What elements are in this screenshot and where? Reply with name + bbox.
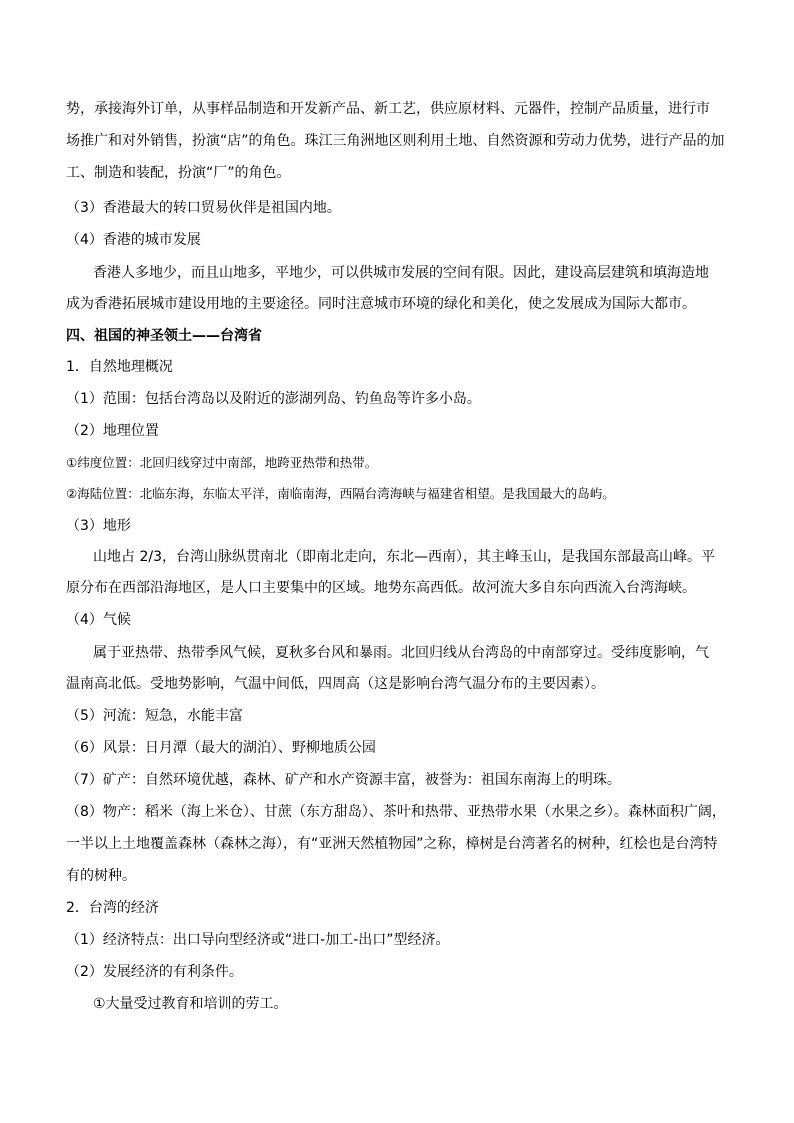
subheading: 2．台湾的经济 (66, 900, 159, 916)
paragraph-line: 一半以上土地覆盖森林（森林之海），有“亚洲天然植物园”之称，樟树是台湾著名的树种，红桧也是台湾特 (66, 836, 718, 852)
list-item: （5）河流：短急，水能丰富 (66, 708, 243, 724)
paragraph-line: 原分布在西部沿海地区，是人口主要集中的区域。地势东高西低。故河流大多自东向西流入台湾海峡。 (66, 580, 696, 596)
paragraph-line: 成为香港拓展城市建设用地的主要途径。同时注意城市环境的绿化和美化，使之发展成为国际大都市。 (66, 296, 696, 312)
list-item: （1）经济特点：出口导向型经济或“进口-加工-出口”型经济。 (66, 932, 450, 948)
paragraph-line: 属于亚热带、热带季风气候，夏秋多台风和暴雨。北回归线从台湾岛的中南部穿过。受纬度影响，气 (93, 645, 709, 661)
subheading: 1．自然地理概况 (66, 359, 173, 375)
list-item: ②海陆位置：北临东海，东临太平洋，南临南海，西隔台湾海峡与福建省相望。是我国最大的岛屿。 (66, 486, 615, 501)
list-item: （7）矿产：自然环境优越，森林、矿产和水产资源丰富，被誉为：祖国东南海上的明珠。 (66, 772, 621, 788)
section-heading: 四、祖国的神圣领土——台湾省 (66, 328, 262, 344)
paragraph-line: 场推广和对外销售，扮演“店”的角色。珠江三角洲地区则利用土地、自然资源和劳动力优势，进行产品的加 (66, 133, 725, 149)
paragraph-line: 工、制造和装配，扮演“厂”的角色。 (66, 165, 291, 181)
list-item: （4）气候 (66, 612, 131, 628)
paragraph-line: 有的树种。 (66, 868, 136, 884)
list-item: （8）物产：稻米（海上米仓）、甘蔗（东方甜岛）、茶叶和热带、亚热带水果（水果之乡）。森林面积广阔， (66, 804, 726, 820)
list-item: （2）地理位置 (66, 423, 159, 439)
list-item: （6）风景：日月潭（最大的湖泊）、野柳地质公园 (66, 740, 376, 756)
list-item: （1）范围：包括台湾岛以及附近的澎湖列岛、钓鱼岛等许多小岛。 (66, 391, 481, 407)
paragraph-line: 势，承接海外订单，从事样品制造和开发新产品、新工艺，供应原材料、元器件，控制产品质量，进行市 (66, 101, 710, 117)
paragraph-line: 山地占 2/3，台湾山脉纵贯南北（即南北走向，东北—西南），其主峰玉山，是我国东部最高山峰。平 (93, 549, 715, 565)
paragraph-line: 香港人多地少，而且山地多，平地少，可以供城市发展的空间有限。因此，建设高层建筑和填海造地 (93, 265, 709, 281)
list-item: ①大量受过教育和培训的劳工。 (93, 996, 288, 1012)
list-item: （3）香港最大的转口贸易伙伴是祖国内地。 (66, 200, 341, 216)
list-item: ①纬度位置：北回归线穿过中南部，地跨亚热带和热带。 (66, 455, 378, 470)
list-item: （3）地形 (66, 518, 131, 534)
list-item: （4）香港的城市发展 (66, 232, 201, 248)
paragraph-line: 温南高北低。受地势影响，气温中间低，四周高（这是影响台湾气温分布的主要因素）。 (66, 676, 605, 692)
list-item: （2）发展经济的有利条件。 (66, 964, 243, 980)
